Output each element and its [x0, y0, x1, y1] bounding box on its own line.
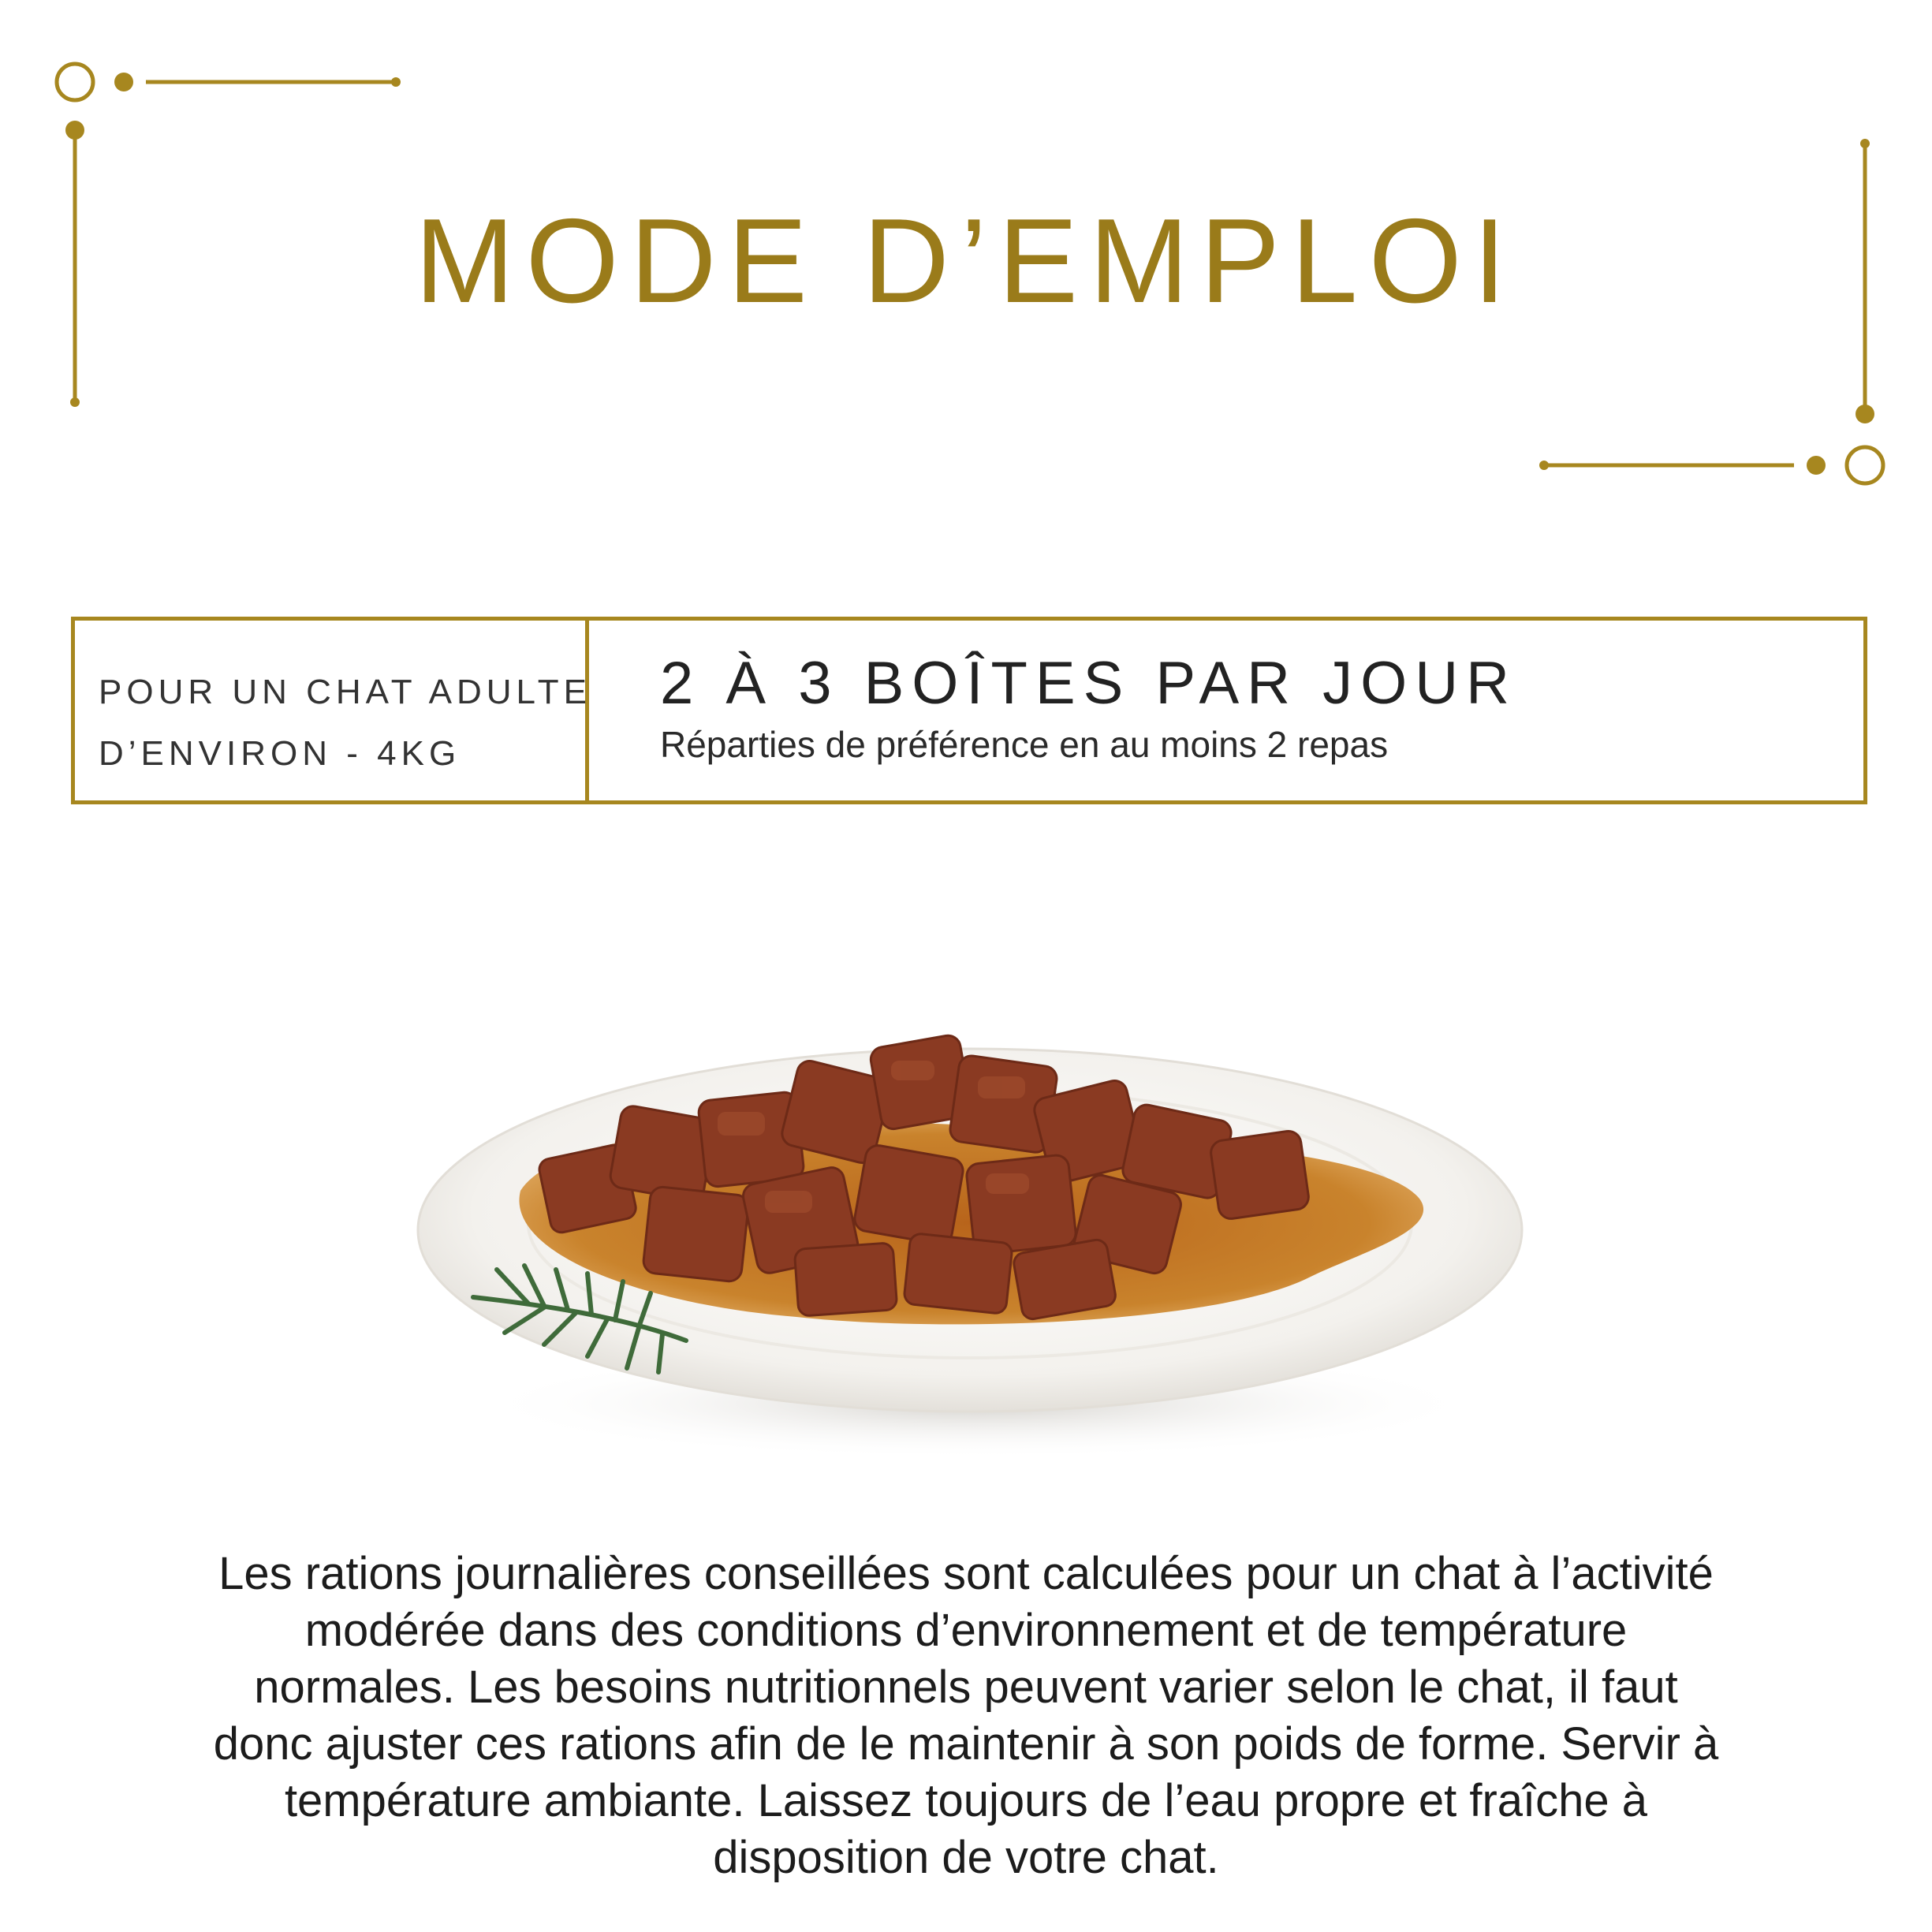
feeding-description: Les rations journalières conseillées sont calculées pour un chat à l’activité modérée dans des conditions d’environnement et de température normales. Les besoins nutritionnels peuvent varier selon le chat, il faut donc ajuster ces rations afin de le maintenir à son poids de forme. Servir à température ambiante. Laissez toujours de l’eau propre et fraîche à disposition de votre chat. [213, 1548, 1719, 1883]
feeding-dose [589, 621, 1863, 800]
feeding-info-box [71, 617, 1867, 804]
feeding-subject-line-1: POUR UN CHAT ADULTE [99, 673, 591, 711]
feeding-subject [75, 621, 589, 800]
feeding-dose-note: Réparties de préférence en au moins 2 repas [660, 724, 1389, 765]
page-title: MODE D’EMPLOI [414, 194, 1518, 328]
feeding-dose-amount: 2 À 3 BOÎTES PAR JOUR [660, 650, 1518, 717]
food-plate-image [386, 994, 1553, 1467]
feeding-subject-line-2: D’ENVIRON - 4KG [99, 734, 461, 773]
